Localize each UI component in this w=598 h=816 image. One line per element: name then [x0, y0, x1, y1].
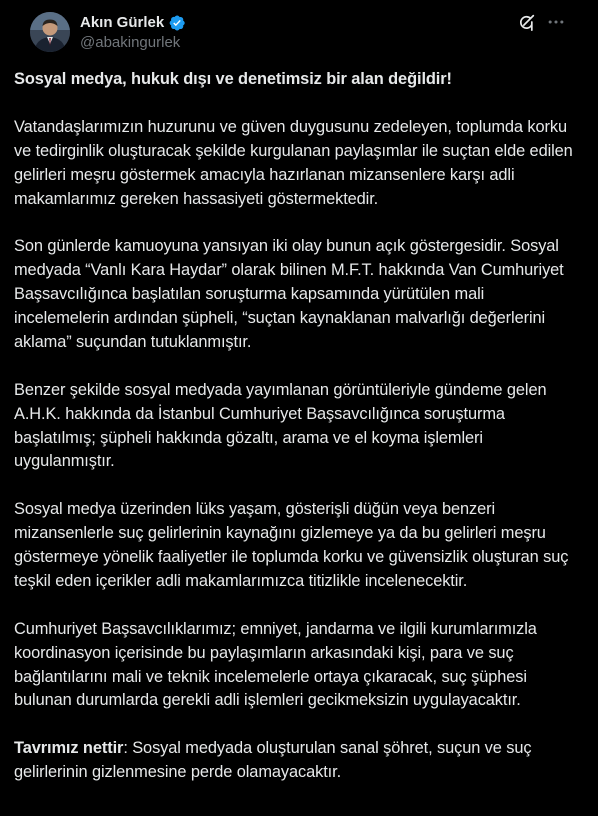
author-names	[80, 13, 186, 53]
post-paragraph-6	[14, 737, 580, 785]
post-paragraph-3: Benzer şekilde sosyal medyada yayımlanan görüntüleriyle gündeme gelen A.H.K. hakkında da İstanbul Cumhuriyet Başsavcılığınca soruşturma başlatılmış; şüpheli hakkında gözaltı, arama ve el koyma işlemleri uygulanmıştır.	[14, 380, 547, 471]
more-dots-icon[interactable]	[546, 12, 566, 32]
avatar-image	[30, 12, 70, 52]
post-paragraph-1: Vatandaşlarımızın huzurunu ve güven duygusunu zedeleyen, toplumda korku ve tedirginlik oluşturacak şekilde kurgulanan paylaşımlar ile suçtan elde edilen gelirleri meşru göstermek amacıyla hazırlanan mizansenlere karşı adli makamlarımız gereken hassasiyeti göstermektedir.	[14, 117, 573, 208]
post-paragraph-2: Son günlerde kamuoyuna yansıyan iki olay bunun açık göstergesidir. Sosyal medyada “Vanlı Kara Haydar” olarak bilinen M.F.T. hakkında Van Cumhuriyet Başsavcılığınca başlatılan soruşturma kapsamında yürütülen mali incelemelerin ardından şüpheli, “suçtan kaynaklanan malvarlığı değerlerini aklama” suçundan tutuklanmıştır.	[14, 237, 564, 351]
tweet-text	[14, 66, 580, 809]
post-paragraph-4: Sosyal medya üzerinden lüks yaşam, gösterişli düğün veya benzeri mizansenlerle suç gelirlerinin kaynağını gizlemeye ya da bu gelirleri meşru göstermeye yönelik faaliyetler ile toplumda korku ve güvensizlik oluşturan suç teşkil eden içerikler adli makamlarımızca titizlikle incelenecektir.	[14, 500, 569, 590]
author-handle[interactable]: @abakingurlek	[80, 34, 181, 51]
tweet-header	[16, 0, 582, 64]
author-display-name[interactable]: Akın Gürlek	[80, 14, 165, 31]
verified-badge-icon[interactable]	[168, 14, 186, 32]
post-emphasis: Tavrımız nettir	[14, 739, 124, 758]
post-paragraph-6-rest: : Sosyal medyada oluşturulan sanal şöhret, suçun ve suç gelirlerinin gizlenmesine perde olamayacaktır.	[14, 739, 532, 782]
post-title: Sosyal medya, hukuk dışı ve denetimsiz bir alan değildir!	[14, 70, 452, 88]
tweet-actions	[516, 12, 566, 32]
avatar[interactable]	[30, 12, 70, 52]
post-paragraph-5: Cumhuriyet Başsavcılıklarımız; emniyet, jandarma ve ilgili kurumlarımızla koordinasyon içerisinde bu paylaşımların arkasındaki kişi, para ve suç bağlantılarını mali ve teknik incelemelerle ortaya çıkaracak, suç şüphesi bulunan durumlarda gerekli adli işlemleri gecikmeksizin uygulayacaktır.	[14, 619, 537, 710]
grok-icon[interactable]	[516, 12, 536, 32]
